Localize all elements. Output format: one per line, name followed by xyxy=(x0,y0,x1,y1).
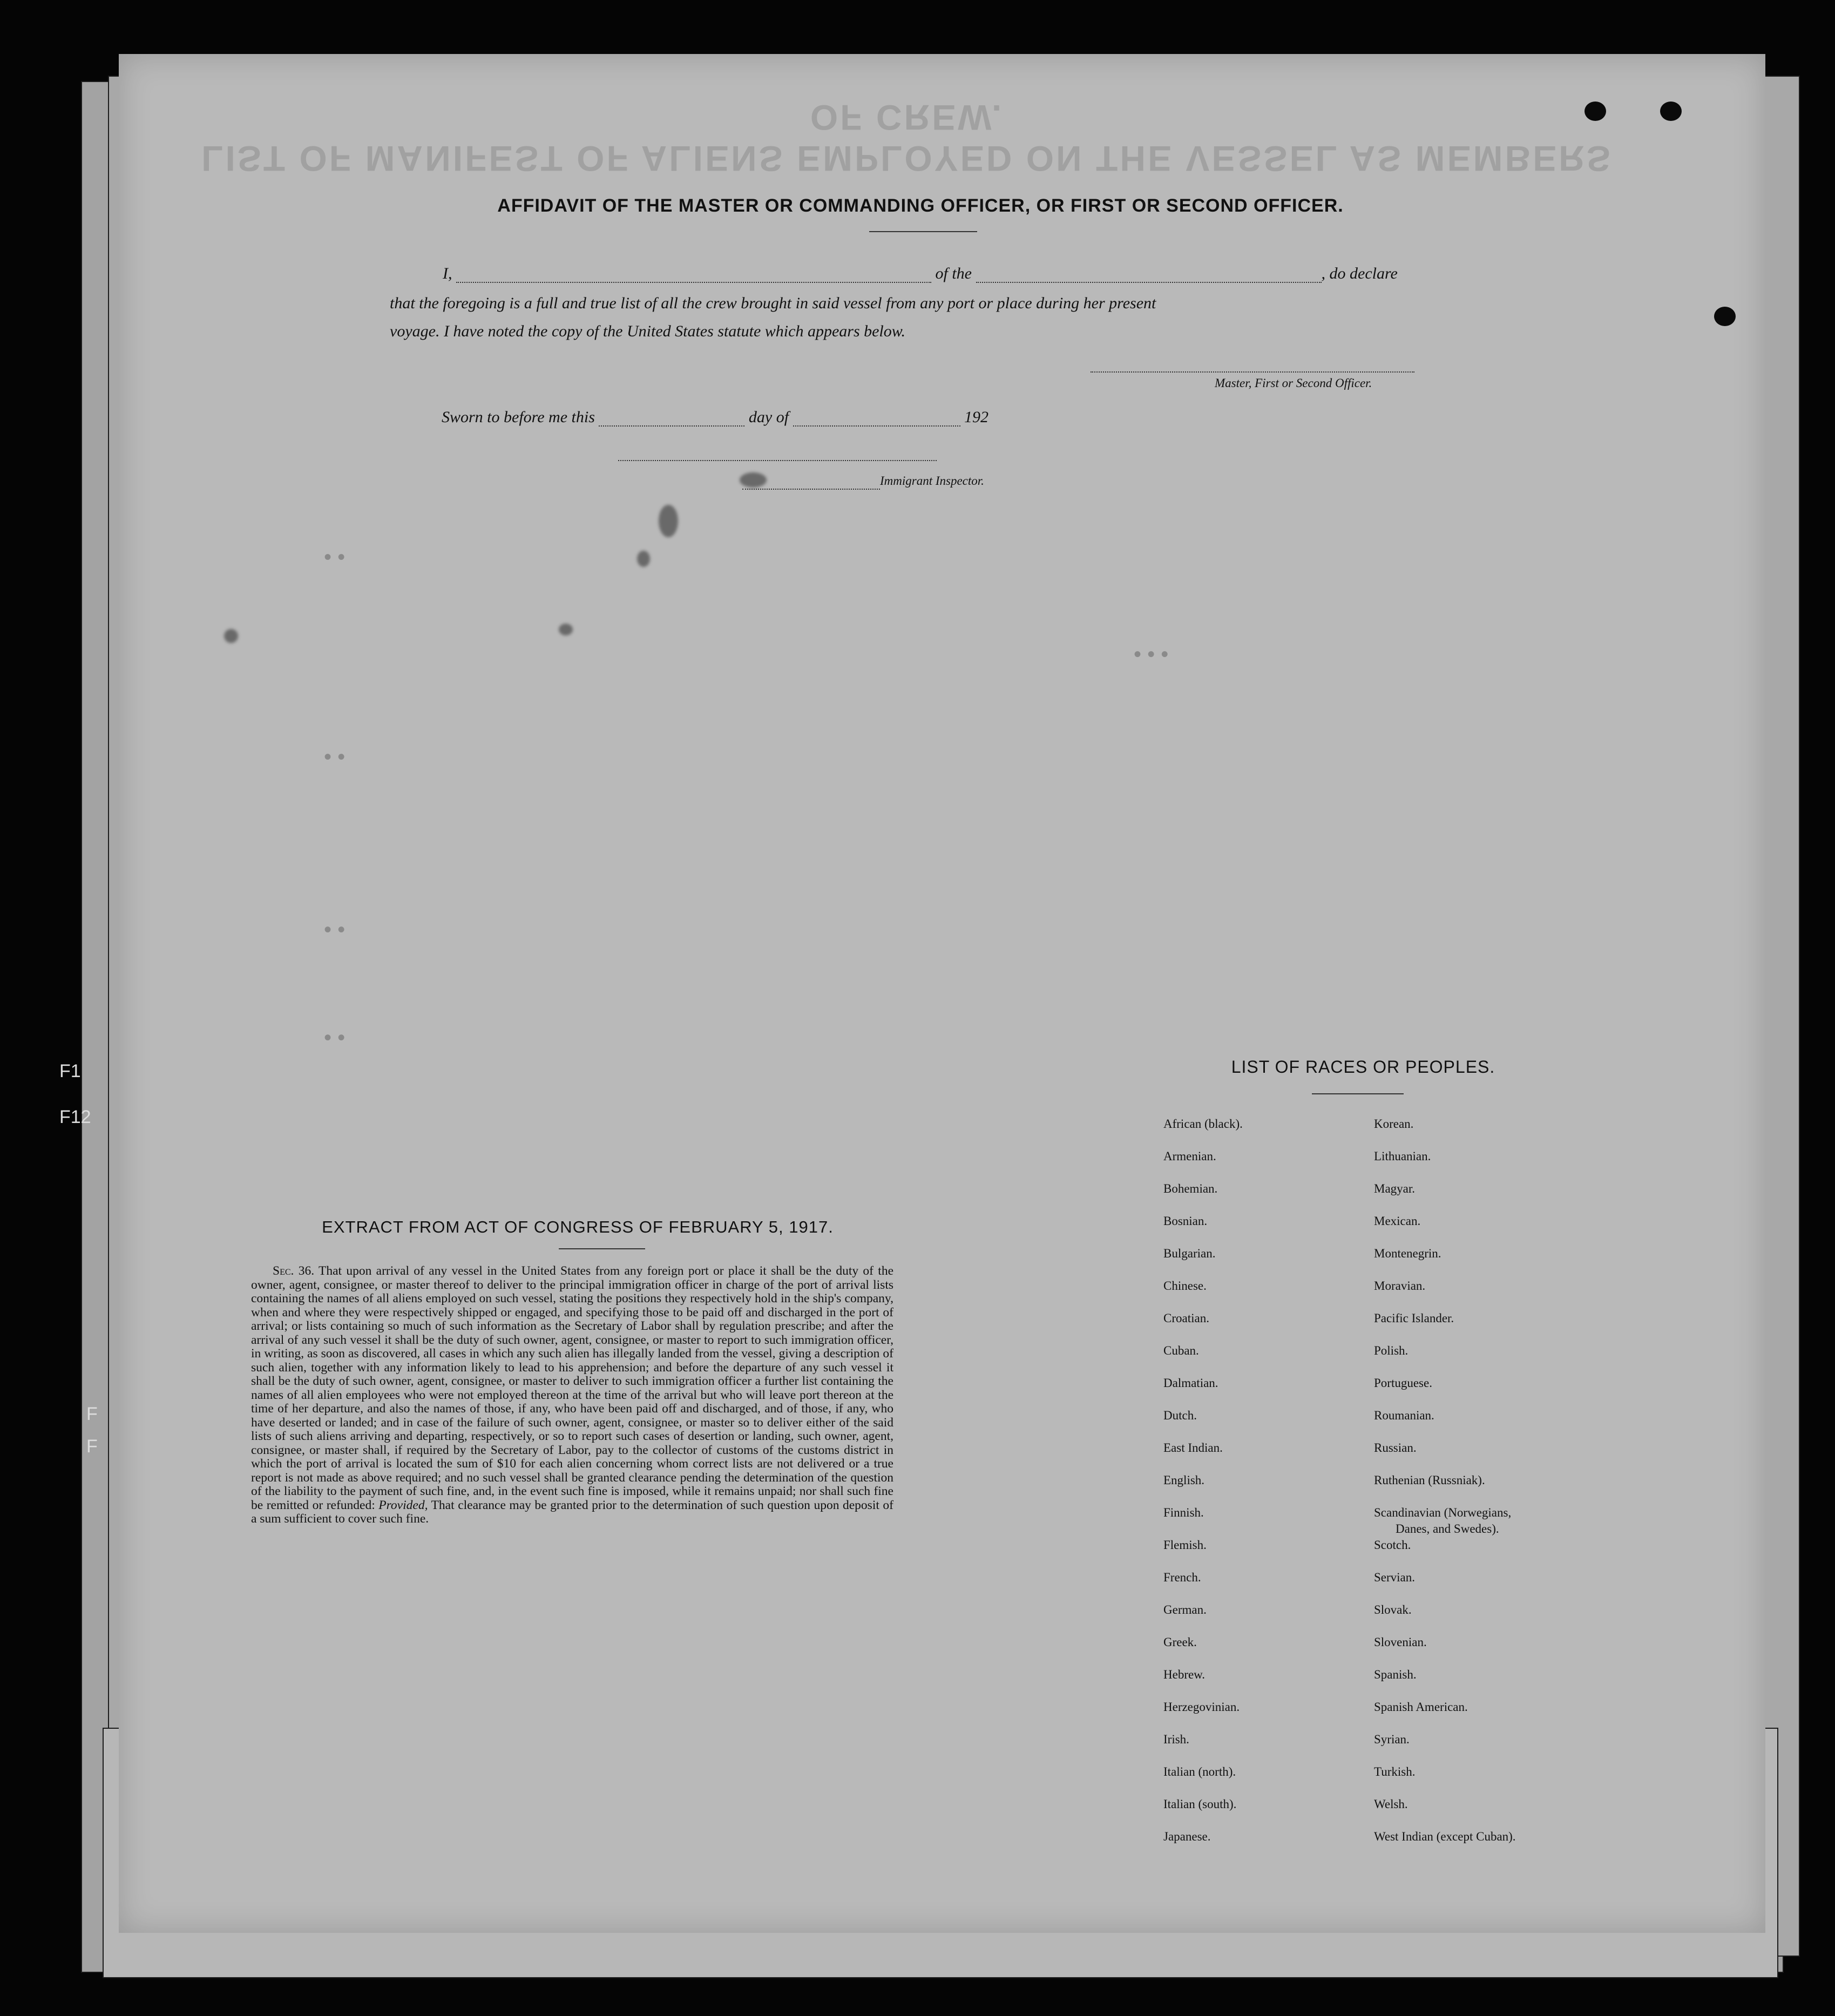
race-item: Turkish. xyxy=(1374,1765,1416,1778)
affidavit-title: AFFIDAVIT OF THE MASTER OR COMMANDING OFFICER, OR FIRST OR SECOND OFFICER. xyxy=(497,195,1344,216)
inspector-caption: Immigrant Inspector. xyxy=(880,474,984,488)
vessel-name-blank[interactable] xyxy=(976,282,1322,283)
extract-text-1: That upon arrival of any vessel in the United States from any foreign port or place it shall be the duty of the owner, agent, consignee, or master thereof to deliver to the principal immigration officer in charge of the port of arrival lists containing the names of all aliens employed on such vessel, stating the positions they respectively hold in the ship's company, when and where they were respectively shipped or engaged, and specifying those to be paid off and discharged in the port of arrival; or lists containing so much of such information as the Secretary of Labor shall by regulation prescribe; and after the arrival of any such vessel it shall be the duty of such owner, agent, consignee, or master to report to such immigration officer, in writing, as soon as discovered, all cases in which any such alien has illegally landed from the vessel, giving a description of such alien, together with any information likely to lead to his apprehension; and before the departure of any such vessel it shall be the duty of such owner, agent, consignee, or master to deliver to such immigration officer a further list containing the names of all alien employees who were not employed thereon at the time of the arrival but who will leave port thereon at the time of her departure, and also the names of those, if any, who have been paid off and discharged, and of those, if any, who have deserted or landed; and in case of the failure of such owner, agent, consignee, or master so to deliver either of the said lists of such aliens arriving and departing, respectively, or so to report such cases of desertion or landing, such owner, agent, consignee, or master shall, if required by the Secretary of Labor, pay to the collector of customs of the customs district in which the port of arrival is located the sum of $10 for each alien concerning whom correct lists are not delivered or a true report is not made as above required; and no such vessel shall be granted clearance pending the determination of the question of the liability to the payment of such fine, and, in the event such fine is imposed, while it remains unpaid; nor shall such fine be remitted or refunded: xyxy=(251,1264,894,1512)
punch-hole xyxy=(1585,102,1606,121)
race-item: Ruthenian (Russniak). xyxy=(1374,1473,1485,1487)
race-item: French. xyxy=(1163,1571,1201,1584)
race-item: Polish. xyxy=(1374,1344,1409,1357)
master-signature-caption: Master, First or Second Officer. xyxy=(1215,376,1372,390)
edge-mark: F1 xyxy=(59,1061,81,1081)
races-column-left xyxy=(1163,1108,1243,1853)
race-item: Syrian. xyxy=(1374,1733,1410,1746)
ink-smudge xyxy=(740,472,767,488)
race-item: Armenian. xyxy=(1163,1149,1216,1163)
race-item: Pacific Islander. xyxy=(1374,1311,1454,1325)
race-item: Magyar. xyxy=(1374,1182,1416,1195)
race-item: Cuban. xyxy=(1163,1344,1199,1357)
race-item: Lithuanian. xyxy=(1374,1149,1431,1163)
race-item: Slovak. xyxy=(1374,1603,1412,1616)
document-page xyxy=(119,54,1765,1933)
race-item: Welsh. xyxy=(1374,1797,1408,1811)
inspector-underline xyxy=(742,489,880,490)
punch-hole xyxy=(1714,307,1736,326)
race-item: Mexican. xyxy=(1374,1214,1421,1228)
affidavit-line-1 xyxy=(443,265,1398,283)
race-item: Croatian. xyxy=(1163,1311,1209,1325)
race-item: Korean. xyxy=(1374,1117,1414,1131)
race-item: Herzegovinian. xyxy=(1163,1700,1240,1714)
race-item: Montenegrin. xyxy=(1374,1247,1441,1260)
race-item: English. xyxy=(1163,1473,1205,1487)
sworn-day-of: day of xyxy=(748,408,789,426)
race-item: Italian (south). xyxy=(1163,1797,1237,1811)
affidavit-of-the: of the xyxy=(935,265,972,282)
race-item: Flemish. xyxy=(1163,1538,1207,1552)
provided-label: Provided, xyxy=(378,1498,428,1512)
race-item: East Indian. xyxy=(1163,1441,1223,1455)
race-item: Greek. xyxy=(1163,1635,1197,1649)
races-title-rule xyxy=(1312,1093,1404,1094)
race-item: African (black). xyxy=(1163,1117,1243,1131)
bleed-through-marks: • • xyxy=(324,918,346,942)
sworn-line xyxy=(442,408,988,427)
race-item: Dutch. xyxy=(1163,1409,1197,1422)
sworn-day-blank[interactable] xyxy=(599,425,744,427)
edge-mark: F xyxy=(86,1436,98,1457)
section-label: Sec. 36. xyxy=(273,1264,315,1278)
race-item: Russian. xyxy=(1374,1441,1417,1455)
edge-mark: F xyxy=(86,1404,98,1424)
sworn-year: 192 xyxy=(964,408,989,426)
ink-smudge xyxy=(224,629,238,643)
race-item: Finnish. xyxy=(1163,1506,1204,1519)
race-item: Roumanian. xyxy=(1374,1409,1434,1422)
race-item: Italian (north). xyxy=(1163,1765,1236,1778)
master-name-blank[interactable] xyxy=(456,282,931,283)
race-item: Scandinavian (Norwegians, xyxy=(1374,1506,1512,1519)
race-item: Slovenian. xyxy=(1374,1635,1427,1649)
race-item: Japanese. xyxy=(1163,1830,1211,1843)
ink-smudge xyxy=(637,551,650,567)
ink-smudge xyxy=(559,624,573,635)
title-rule xyxy=(869,231,977,232)
race-item: Spanish American. xyxy=(1374,1700,1468,1714)
race-item: Hebrew. xyxy=(1163,1668,1206,1681)
extract-text-2: That clearance may be granted prior to the determination of such question upon deposit of a sum sufficient to cover such fine. xyxy=(251,1498,893,1526)
edge-mark: F12 xyxy=(59,1107,91,1127)
sworn-text: Sworn to before me this xyxy=(442,408,595,426)
affidavit-line-3: voyage. I have noted the copy of the United States statute which appears below. xyxy=(390,322,906,340)
extract-title: EXTRACT FROM ACT OF CONGRESS OF FEBRUARY 5, 1917. xyxy=(322,1217,834,1236)
extract-title-rule xyxy=(559,1248,645,1249)
race-item: Spanish. xyxy=(1374,1668,1417,1681)
races-list-title: LIST OF RACES OR PEOPLES. xyxy=(1231,1057,1495,1077)
inspector-signature-line[interactable] xyxy=(618,460,937,461)
extract-body xyxy=(251,1264,893,1526)
race-item: Bulgarian. xyxy=(1163,1247,1216,1260)
affidavit-declare: , do declare xyxy=(1321,265,1398,282)
sworn-month-blank[interactable] xyxy=(793,425,960,427)
bleed-through-marks: • • xyxy=(324,1026,346,1050)
bleed-through-marks: • • • xyxy=(1134,642,1169,666)
race-item: Chinese. xyxy=(1163,1279,1207,1293)
race-item: West Indian (except Cuban). xyxy=(1374,1830,1516,1843)
race-item: Scotch. xyxy=(1374,1538,1411,1552)
race-item: Bosnian. xyxy=(1163,1214,1208,1228)
race-item: Irish. xyxy=(1163,1733,1189,1746)
race-item: Moravian. xyxy=(1374,1279,1426,1293)
race-item: German. xyxy=(1163,1603,1207,1616)
race-item: Dalmatian. xyxy=(1163,1376,1218,1390)
affidavit-i: I, xyxy=(443,265,452,282)
affidavit-line-2: that the foregoing is a full and true list of all the crew brought in said vessel from any port or place during her present xyxy=(390,294,1156,312)
race-item: Bohemian. xyxy=(1163,1182,1218,1195)
bleed-through-text: LIST OF MANIFEST OF ALIENS EMPLOYED ON THE VESSEL AS MEMBERS OF CREW. xyxy=(201,98,1613,179)
bleed-through-marks: • • xyxy=(324,745,346,769)
ink-smudge xyxy=(659,505,678,537)
race-item: Portuguese. xyxy=(1374,1376,1432,1390)
punch-hole xyxy=(1660,102,1682,121)
race-item: Danes, and Swedes). xyxy=(1396,1522,1499,1535)
races-column-right xyxy=(1374,1108,1516,1853)
bleed-through-marks: • • xyxy=(324,545,346,569)
master-signature-line[interactable] xyxy=(1091,371,1414,373)
race-item: Servian. xyxy=(1374,1571,1416,1584)
